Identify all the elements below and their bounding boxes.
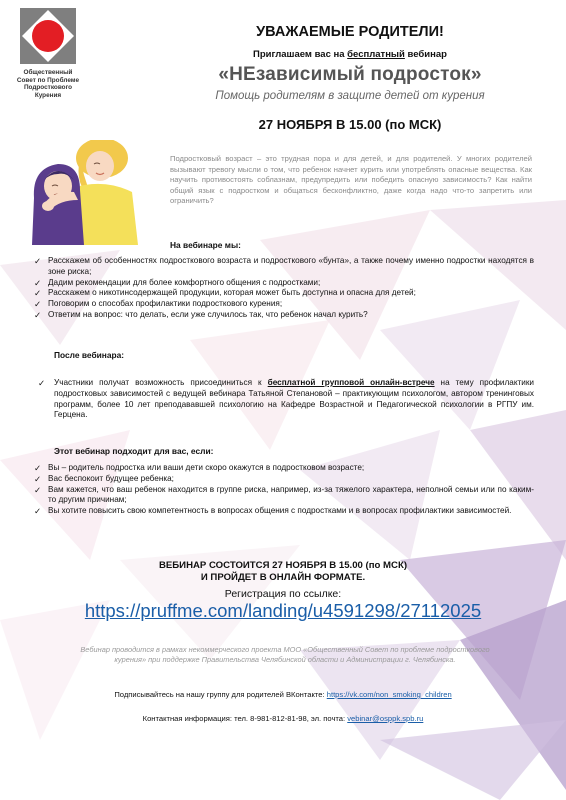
list-item [34, 278, 534, 289]
invite-line [150, 49, 550, 60]
list-item-text: Вы – родитель подростка или ваши дети скоро окажутся в подростковом возрасте; [48, 463, 365, 472]
list-item-text: Дадим рекомендации для более комфортного общения с подростками; [48, 277, 321, 287]
invite-suffix: вебинар [404, 49, 447, 60]
list-item-text: Вы хотите повысить свою компетентность в вопросах общения с подростками и в вопросах профилактики зависимостей. [48, 506, 512, 516]
vk-group-link[interactable]: https://vk.com/non_smoking_children [326, 690, 452, 699]
check-mark-icon: ✓ [34, 473, 42, 484]
intro-paragraph: Подростковый возраст – это трудная пора и для детей, и для родителей. У многих родителей вызывают тревогу мысли о том, что ребенок начнет курить или употреблять опасные вещества. Как научить противостоять соблазнам, предупредить или победить опасную зависимость? Как найти общий язык с подростком и общаться бесконфликтно, даже когда надо что-то запретить или ограничить? [170, 154, 532, 206]
list-item [34, 310, 534, 321]
webinar-name: «НЕзависимый подросток» [218, 64, 482, 85]
webinar-date: 27 НОЯБРЯ В 15.00 (по МСК) [258, 117, 442, 132]
logo-line: Общественный [23, 69, 73, 76]
list-item-text: Расскажем о никотинсодержащей продукции, которая может быть доступна и опасна для детей; [48, 288, 416, 298]
contact-line [40, 714, 526, 723]
list-item-text: Вас беспокоит будущее ребенка; [48, 473, 174, 483]
section-heading-after: После вебинара: [54, 350, 125, 360]
contact-text: Контактная информация: тел. 8-981-812-81-98, эл. почта: [142, 714, 348, 723]
final-announcement [60, 560, 506, 583]
after-text-after: на тему профилактики подростковых зависимостей с ведущей вебинара Татьяной Степановой – практикующим психологом, автором тренинговых программ, более 10 лет преподававшей психологию на Кафедре Возрастной и Педагогической психологии в РГПУ им. Герцена. [54, 378, 534, 420]
check-mark-icon: ✓ [34, 506, 42, 517]
registration-label: Регистрация по ссылке: [224, 588, 342, 600]
logo-line: Подросткового [23, 84, 73, 92]
after-text-before: Участники получат возможность присоединиться к [54, 378, 268, 387]
organization-logo [12, 8, 84, 99]
final-line-2: И ПРОЙДЕТ В ОНЛАЙН ФОРМАТЕ. [200, 571, 366, 583]
invite-prefix: Приглашаем вас на [253, 49, 348, 60]
project-note: Вебинар проводится в рамках некоммерческого проекта МОО «Общественный Совет по проблеме подросткового курения» при поддержке Правительства Челябинской области и Администрации г. Челябинска. [80, 645, 490, 665]
on-webinar-list [34, 256, 534, 321]
check-mark-icon: ✓ [38, 378, 46, 388]
check-mark-icon: ✓ [34, 463, 42, 473]
check-mark-icon: ✓ [34, 256, 42, 266]
list-item [34, 256, 534, 278]
list-item-text: Ответим на вопрос: что делать, если уже случилось так, что ребенок начал курить? [48, 309, 368, 319]
webinar-subtitle: Помощь родителям в защите детей от курения [215, 90, 485, 102]
check-mark-icon: ✓ [34, 299, 42, 310]
logo-line: Совет по Проблеме [16, 76, 80, 84]
mother-hugging-teen-illustration [14, 140, 164, 250]
logo-text [12, 69, 84, 99]
contact-email-link[interactable]: vebinar@osppk.spb.ru [347, 714, 424, 723]
subscribe-line [40, 690, 526, 699]
final-line-1: ВЕБИНАР СОСТОИТСЯ 27 НОЯБРЯ В 15.00 (по МСК) [158, 560, 408, 571]
after-webinar-text [38, 378, 534, 421]
greeting-title: УВАЖАЕМЫЕ РОДИТЕЛИ! [256, 24, 444, 40]
list-item-text: Поговорим о способах профилактики подросткового курения; [48, 299, 283, 309]
invite-free: бесплатный [347, 49, 405, 60]
after-webinar-paragraph [38, 378, 534, 421]
check-mark-icon: ✓ [34, 288, 42, 299]
check-mark-icon: ✓ [34, 484, 42, 495]
list-item-text: Расскажем об особенностях подросткового возраста и подросткового «бунта», а также почему именно подростки находятся в зоне риска; [48, 256, 534, 276]
fit-list [34, 463, 534, 517]
list-item [34, 299, 534, 310]
logo-line: Курения [34, 91, 62, 99]
check-mark-icon: ✓ [34, 277, 42, 288]
subscribe-text: Подписывайтесь на нашу группу для родителей ВКонтакте: [114, 690, 327, 699]
free-group-meeting: бесплатной групповой онлайн-встрече [267, 378, 435, 387]
list-item [34, 288, 534, 299]
check-mark-icon: ✓ [34, 309, 42, 320]
list-item [34, 474, 534, 485]
registration-link[interactable]: https://pruffme.com/landing/u4591298/27112025 [84, 600, 482, 621]
section-heading-fit: Этот вебинар подходит для вас, если: [54, 446, 214, 456]
list-item [34, 506, 534, 517]
section-heading-on-webinar: На вебинаре мы: [170, 240, 241, 250]
list-item [34, 463, 534, 474]
logo-mark-icon [20, 8, 76, 64]
list-item-text: Вам кажется, что ваш ребенок находится в группе риска, например, из-за тяжелого характера, неполной семьи или по каким-то другим причинам; [48, 484, 534, 505]
list-item [34, 485, 534, 507]
